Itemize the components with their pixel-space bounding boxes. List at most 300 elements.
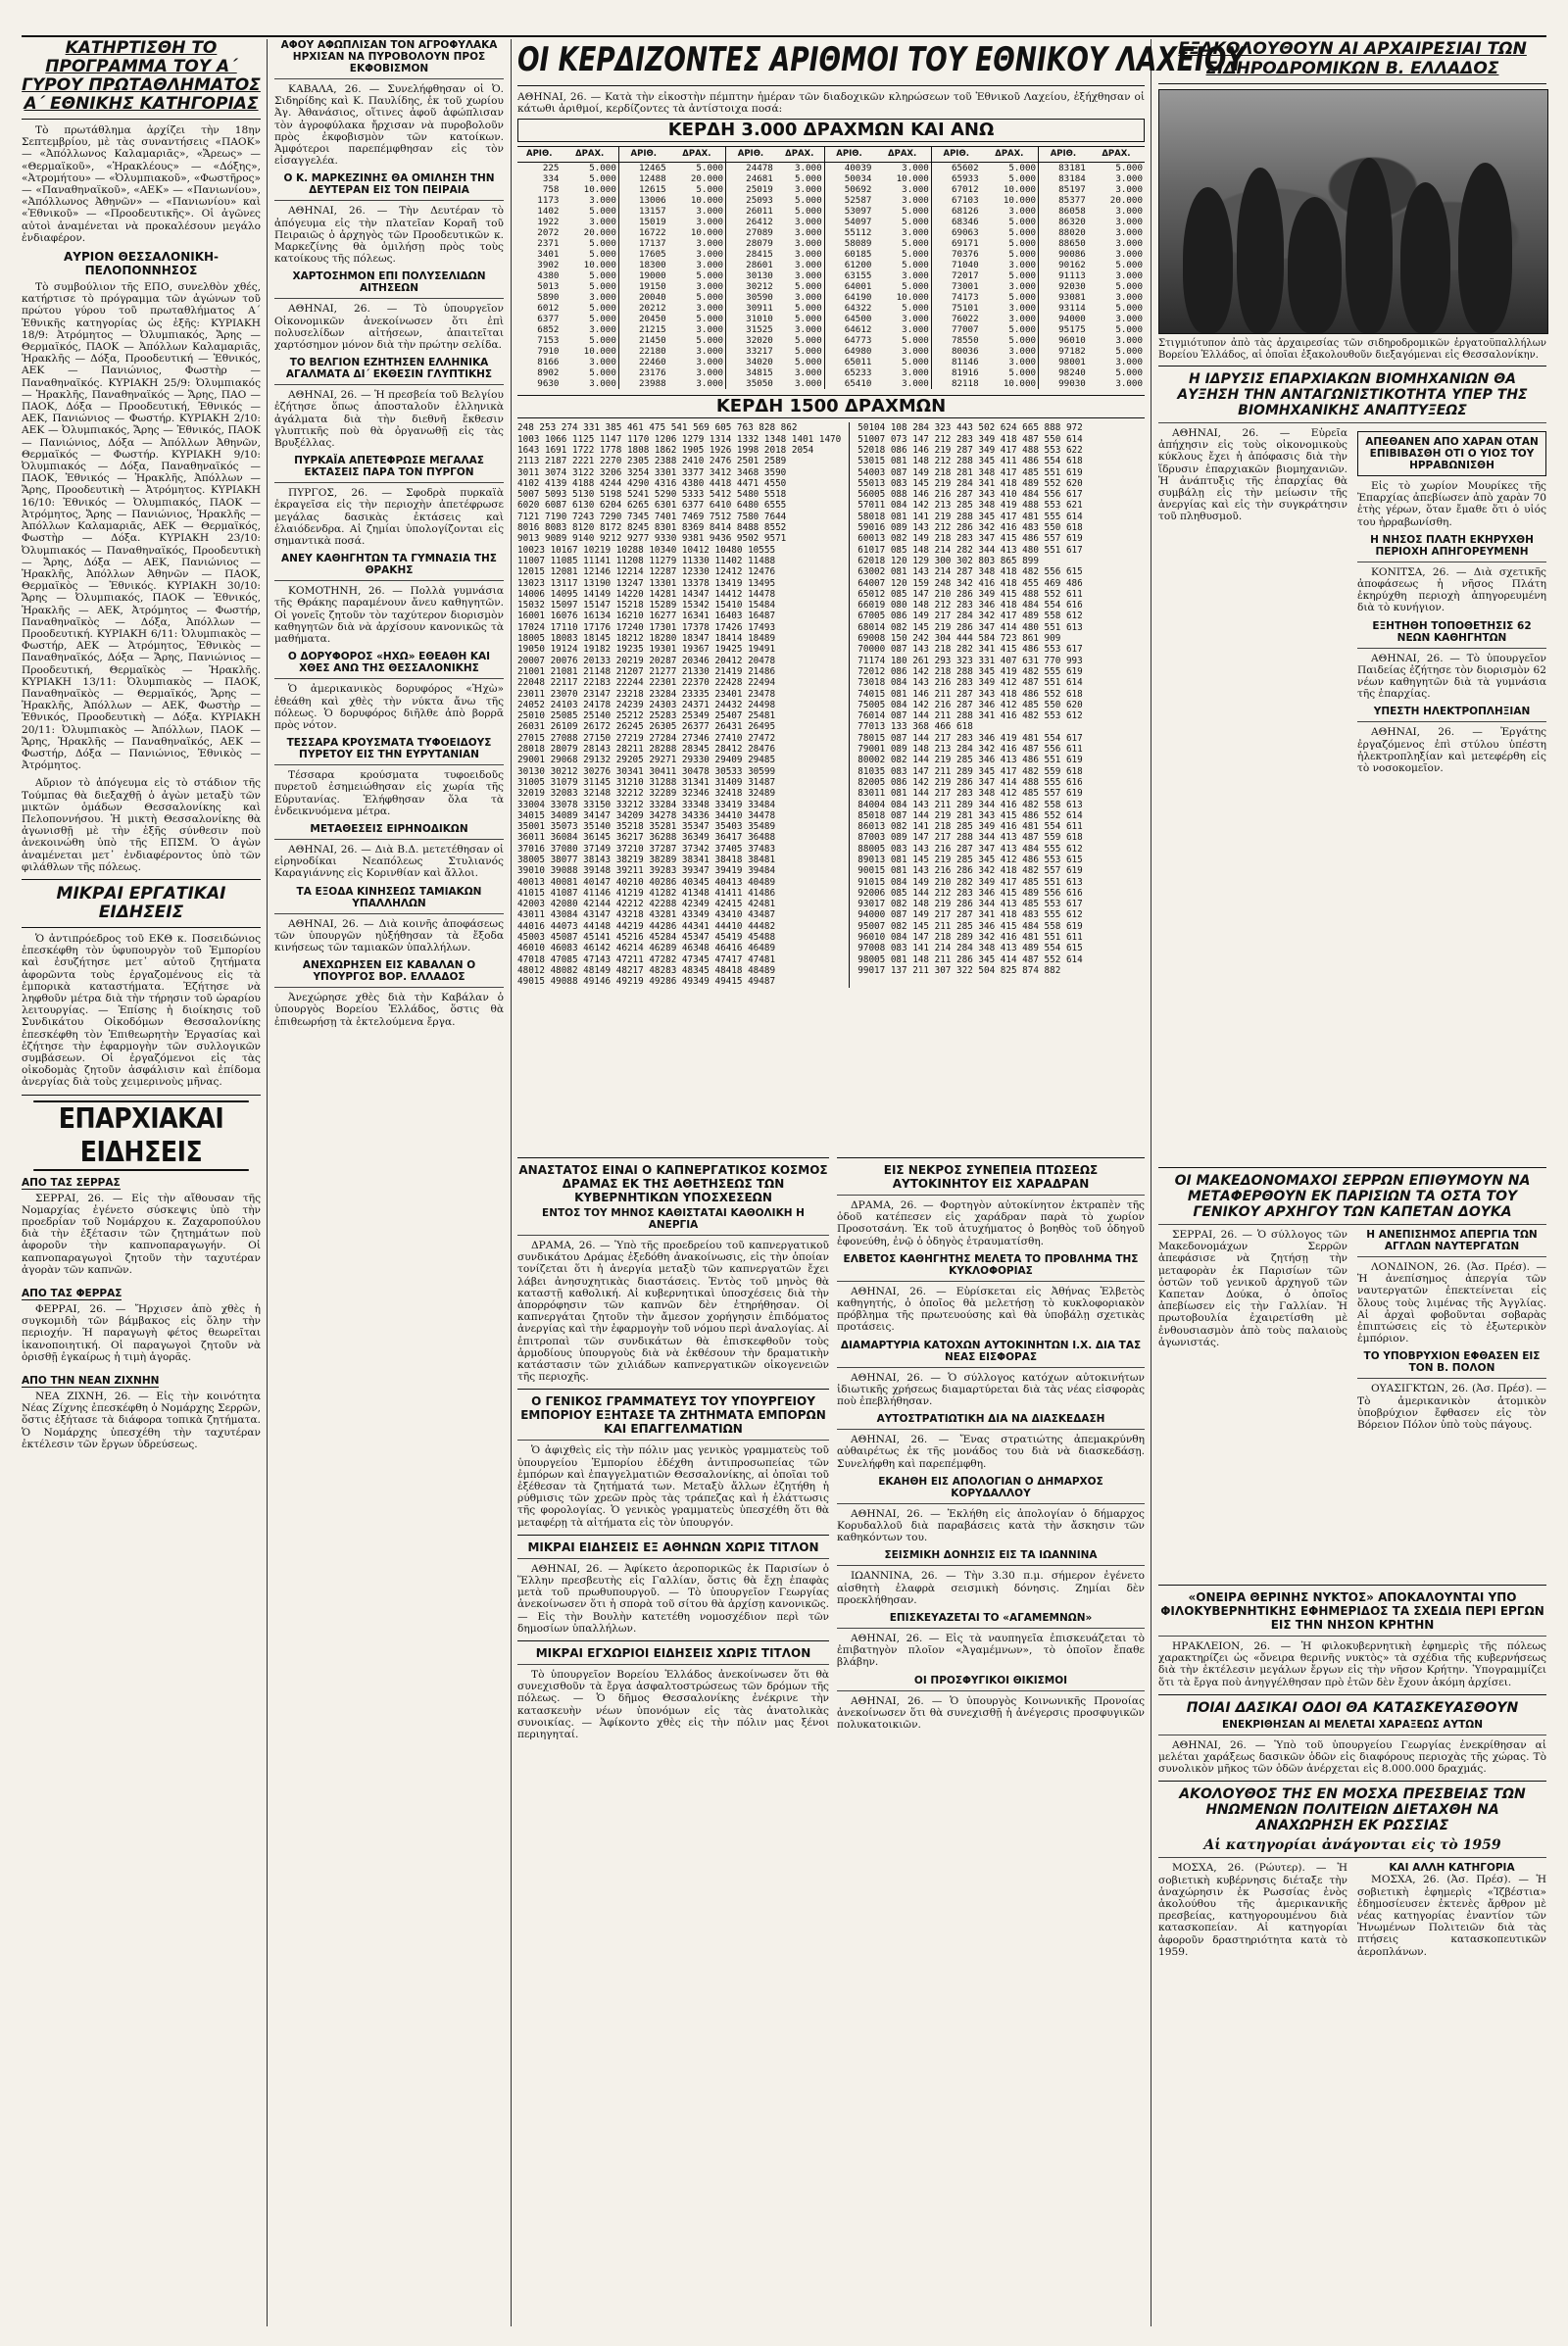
lottery-row [517, 206, 1145, 217]
lottery-number-line: 18005 18083 18145 18212 18280 18347 18414 18489 [517, 633, 776, 645]
column-news-briefs [274, 39, 504, 2326]
lottery-number-line: 66019 080 148 212 283 346 418 484 554 616 [858, 600, 1083, 611]
lottery-amount: 5.000 [589, 249, 616, 261]
lottery-number: 64322 [824, 303, 873, 314]
lottery-header-amount: ΔΡΑΧ. [873, 147, 931, 163]
article-text: ΗΡΑΚΛΕΙΟΝ, 26. — Ἡ φιλοκυβερνητικὴ ἐφημερὶς τῆς πόλεως χαρακτηρίζει ὡς «ὄνειρα θερινῆς νυκτὸς» τὰ σχέδια τῆς κυβερνήσεως διὰ τὴν ἐκτέλεσιν μεγάλων ἔργων εἰς τὴν νῆσον Κρήτην. Ὑπογραμμίζει ὅτι τὰ ἔργα ποὺ ἀνηγγέλθησαν πρὸ ἐτῶν δὲν ἔχουν ἀκόμη ἀρχίσει. [1158, 1640, 1546, 1688]
lottery-amount: 3.000 [696, 346, 724, 358]
lottery-amount: 10.000 [1003, 378, 1037, 390]
lottery-number: 24681 [726, 173, 775, 184]
lottery-number: 20450 [618, 314, 667, 324]
lottery-number: 67103 [931, 195, 980, 206]
lottery-number: 65011 [824, 357, 873, 367]
lottery-number: 6377 [537, 314, 560, 325]
lottery-number: 70376 [931, 249, 980, 260]
lottery-number-line: 75005 084 142 216 287 346 412 485 550 620 [858, 699, 1083, 710]
lottery-number-line: 93017 082 148 219 286 344 413 485 553 617 [858, 899, 1083, 910]
lottery-amount: 3.000 [794, 260, 822, 271]
lottery-number-line: 38005 38077 38143 38219 38289 38341 38418 38481 [517, 854, 776, 865]
lottery-amount: 3.000 [696, 357, 724, 368]
lottery-amount: 5.000 [794, 314, 822, 325]
lottery-number-line: 44016 44073 44148 44219 44286 44341 44410 44482 [517, 920, 776, 932]
headline-thrace-schools: ΑΝΕΥ ΚΑΘΗΓΗΤΩΝ ΤΑ ΓΥΜΝΑΣΙΑ ΤΗΣ ΘΡΑΚΗΣ [281, 553, 497, 577]
lottery-number: 97182 [1039, 346, 1088, 357]
lottery-number: 65233 [824, 367, 873, 378]
lottery-amount: 3.000 [696, 378, 724, 390]
lottery-number: 55112 [824, 227, 873, 238]
headline-treasury-expenses: ΤΑ ΕΞΟΔΑ ΚΙΝΗΣΕΩΣ ΤΑΜΙΑΚΩΝ ΥΠΑΛΛΗΛΩΝ [296, 885, 482, 909]
lottery-number: 3902 [537, 260, 560, 271]
lottery-number: 83181 [1039, 163, 1088, 174]
lottery-number: 13157 [618, 206, 667, 217]
lottery-number: 19000 [618, 270, 667, 281]
lottery-number: 21215 [618, 324, 667, 335]
lottery-amount: 20.000 [1109, 195, 1143, 207]
article-text: ΜΟΣΧΑ, 26. (Ρώυτερ). — Ἡ σοβιετικὴ κυβέρνησις διέταξε τὴν ἀναχώρησιν ἐκ Ρωσσίας ἑνὸς ἀκολούθου τῆς ἀμερικανικῆς πρεσβείας, κατηγορουμένου διὰ κατασκοπείαν. Αἱ κατηγορίαι ἀφοροῦν δραστηριότητα κατὰ τὸ 1959. [1158, 1862, 1348, 1958]
article-text: Τὸ πρωτάθλημα ἀρχίζει τὴν 18ην Σεπτεμβρίου, μὲ τὰς συναντήσεις «ΠΑΟΚ» — «Ἀπόλλωνος Καλαμαριᾶς», «Ἄρεως» — «Θερμαϊκοῦ», «Ἡρακλέους» — «Δόξης», «Ἀτρομήτου» — «Ὀλυμπιακοῦ», «Φωστῆρος» — «Παναθηναϊκοῦ», «ΑΕΚ» — «Πανιωνίου», «Ἀπόλλωνος Ἀθηνῶν» — «Πανιωνίου» καὶ «Ἐθνικοῦ» — «Προοδευτικῆς». Οἱ ἀγῶνες αὐτοὶ ἀναμένεται νὰ προκαλέσουν μεγάλο ἐνδιαφέρον. [22, 124, 261, 244]
lottery-number: 90086 [1039, 249, 1088, 260]
article-text: Αὔριον τὸ ἀπόγευμα εἰς τὸ στάδιον τῆς Τούμπας θὰ διεξαχθῇ ὁ ἀγὼν μεταξὺ τῶν μικτῶν ὁμάδων Θεσσαλονίκης καὶ Πελοποννήσου. Ἡ μικτὴ Θεσσαλονίκης θὰ ἀγωνισθῇ μὲ τὴν ἑξῆς σύνθεσιν ποὺ ἀνεκοινώθη ὑπὸ τῆς ΕΠΣΜ. Ὁ ἀγὼν ἀναμένεται μετ᾽ ἐνδιαφέροντος ὑπὸ τῶν φιλάθλων τῆς πόλεως. [22, 777, 261, 873]
lottery-amount: 5.000 [794, 206, 822, 218]
lottery-number: 21450 [618, 335, 667, 346]
headline-echo-satellite: Ο ΔΟΡΥΦΟΡΟΣ «ΗΧΩ» ΕΘΕΑΘΗ ΚΑΙ ΧΘΕΣ ΑΝΩ ΤΗΣ ΘΕΣΣΑΛΟΝΙΚΗΣ [287, 651, 491, 675]
lottery-number: 99030 [1039, 378, 1088, 389]
headline-forest-roads: ΠΟΙΑΙ ΔΑΣΙΚΑΙ ΟΔΟΙ ΘΑ ΚΑΤΑΣΚΕΥΑΣΘΟΥΝ [1186, 1699, 1519, 1716]
lottery-number-line: 12015 12081 12146 12214 12287 12330 12412 12476 [517, 566, 776, 578]
lottery-number-line: 77013 133 368 466 618 [858, 721, 973, 733]
lottery-amount: 3.000 [794, 378, 822, 390]
lottery-number: 32020 [726, 335, 775, 346]
lottery-number-line: 45003 45087 45141 45216 45284 45347 45419 45488 [517, 932, 776, 944]
headline-submarine-north-pole: ΤΟ ΥΠΟΒΡΥΧΙΟΝ ΕΦΘΑΣΕΝ ΕΙΣ ΤΟΝ Β. ΠΟΛΟΝ [1363, 1350, 1541, 1375]
headline-earthquake-ioannina: ΣΕΙΣΜΙΚΗ ΔΟΝΗΣΙΣ ΕΙΣ ΤΑ ΙΩΑΝΝΙΝΑ [884, 1549, 1098, 1562]
headline-car-owners-protest: ΔΙΑΜΑΡΤΥΡΙΑ ΚΑΤΟΧΩΝ ΑΥΤΟΚΙΝΗΤΩΝ Ι.Χ. ΔΙΑ ΤΑΣ ΝΕΑΣ ΕΙΣΦΟΡΑΣ [840, 1339, 1142, 1363]
lottery-row [517, 173, 1145, 184]
lottery-header-number: ΑΡΙΘ. [726, 147, 775, 163]
lottery-number-line: 4102 4139 4188 4244 4290 4316 4380 4418 4471 4550 [517, 477, 787, 489]
column-short-news [837, 1152, 1145, 2326]
lottery-header-number: ΑΡΙΘ. [1039, 147, 1088, 163]
article-text: ΚΟΝΙΤΣΑ, 26. — Διὰ σχετικῆς ἀποφάσεως ἡ νῆσος Πλάτη ἐκηρύχθη περιοχὴ ἀπηγορευμένη διὰ τὸ κυνήγιον. [1357, 565, 1546, 614]
lottery-number-line: 88005 083 143 216 287 347 413 484 555 612 [858, 843, 1083, 855]
lottery-number: 1173 [537, 195, 560, 207]
lottery-amount: 3.000 [1115, 238, 1143, 250]
lottery-number-line: 78015 087 144 217 283 346 419 481 554 617 [858, 732, 1083, 744]
lottery-number: 74173 [931, 292, 980, 303]
lottery-number-line: 72012 086 142 218 288 345 419 482 555 619 [858, 665, 1083, 677]
headline-agamemnon: ΕΠΙΣΚΕΥΑΖΕΤΑΙ ΤΟ «ΑΓΑΜΕΜΝΩΝ» [889, 1612, 1093, 1625]
lottery-number: 91113 [1039, 270, 1088, 281]
lottery-amount: 3.000 [589, 357, 616, 368]
lottery-amount: 3.000 [794, 163, 822, 174]
lottery-number-line: 36011 36084 36145 36217 36288 36349 36417 36488 [517, 832, 776, 844]
article-text: ΔΡΑΜΑ, 26. — Ὑπὸ τῆς προεδρείου τοῦ καπνεργατικοῦ συνδικάτου Δράμας ἐξεδόθη ἀνακοίνωσις, εἰς τὴν ὁποίαν τονίζεται ὅτι ἡ ἀνεργία μεταξὺ τῶν καπνεργατῶν ἔχει λάβει ἀνησυχητικὰς διαστάσεις. Ἐντὸς τοῦ μηνὸς θὰ καταστῇ καθολική. Αἱ κυβερνητικαὶ ὑποσχέσεις διὰ τὴν ἀπορρόφησιν τῶν καπνῶν δὲν ἐτηρήθησαν. Οἱ καπνεργάται ζητοῦν τὴν ἄμεσον χορήγησιν ἐπιδόματος ἀνεργίας καὶ τὴν ἐφαρμογὴν τοῦ νόμου περὶ ἀναλογίας. Αἱ ἐπιτροπαὶ τῶν συνδικάτων θὰ ἐπισκεφθοῦν τοὺς ἁρμοδίους ὑπουργοὺς διὰ νὰ ἐκθέσουν τὴν δραματικὴν κατάστασιν τῶν χιλιάδων καπνεργατικῶν οἰκογενειῶν τῆς περιοχῆς. [517, 1240, 829, 1384]
headline-car-crash: ΕΙΣ ΝΕΚΡΟΣ ΣΥΝΕΠΕΙΑ ΠΤΩΣΕΩΣ ΑΥΤΟΚΙΝΗΤΟΥ ΕΙΣ ΧΑΡΑΔΡΑΝ [883, 1163, 1099, 1191]
lottery-amount: 5.000 [794, 281, 822, 293]
lottery-amount: 3.000 [589, 378, 616, 390]
subheadline-forest-roads: ΕΝΕΚΡΙΘΗΣΑΝ ΑΙ ΜΕΛΕΤΑΙ ΧΑΡΑΞΕΩΣ ΑΥΤΩΝ [1222, 1718, 1483, 1731]
lottery-amount: 5.000 [696, 314, 724, 325]
lottery-number-line: 98005 081 148 211 286 345 414 487 552 614 [858, 953, 1083, 965]
lottery-amount: 5.000 [589, 163, 616, 174]
lottery-number: 81146 [931, 357, 980, 367]
lottery-number-line: 15032 15097 15147 15218 15289 15342 15410 15484 [517, 600, 776, 611]
lottery-number-line: 60013 082 149 218 283 347 415 486 557 619 [858, 533, 1083, 545]
lottery-number: 75101 [931, 303, 980, 314]
lottery-number-line: 54003 087 149 218 281 348 417 485 551 619 [858, 466, 1083, 478]
lottery-amount: 3.000 [902, 195, 929, 207]
article-text: ΑΘΗΝΑΙ, 26. — Τὸ ὑπουργεῖον Παιδείας ἐζήτησε τὸν διορισμὸν 62 νέων καθηγητῶν διὰ τὰ γυμνάσια τῆς ἐπαρχίας. [1357, 652, 1546, 701]
lottery-number-line: 68014 082 145 219 286 347 414 480 551 613 [858, 621, 1083, 633]
lottery-number-line: 67005 086 149 217 284 342 417 489 558 612 [858, 611, 1083, 622]
lottery-amount: 10.000 [583, 184, 616, 196]
headline-judges-transfers: ΜΕΤΑΘΕΣΕΙΣ ΕΙΡΗΝΟΔΙΚΩΝ [310, 822, 468, 835]
headline-minister-kavala: ΑΝΕΧΩΡΗΣΕΝ ΕΙΣ ΚΑΒΑΛΑΝ Ο ΥΠΟΥΡΓΟΣ ΒΟΡ. ΕΛΛΑΔΟΣ [302, 959, 476, 984]
lottery-amount: 5.000 [902, 238, 929, 250]
headline-macedonian-fighters: ΟΙ ΜΑΚΕΔΟΝΟΜΑΧΟΙ ΣΕΡΡΩΝ ΕΠΙΘΥΜΟΥΝ ΝΑ ΜΕΤΑΦΕΡΘΟΥΝ ΕΚ ΠΑΡΙΣΙΩΝ ΤΑ ΟΣΤΑ ΤΟΥ ΓΕΝΙΚΟΥ ΑΡΧΗΓΟΥ ΤΩΝ ΚΑΠΕΤΑΝ ΔΟΥΚΑ [1174, 1173, 1531, 1220]
lottery-number: 19150 [618, 281, 667, 292]
lottery-amount: 5.000 [696, 292, 724, 304]
lottery-number: 65410 [824, 378, 873, 389]
lottery-row [517, 260, 1145, 270]
lottery-amount: 5.000 [1115, 281, 1143, 293]
lottery-amount: 5.000 [902, 357, 929, 368]
lottery-row [517, 281, 1145, 292]
lottery-amount: 3.000 [902, 163, 929, 174]
lottery-amount: 3.000 [589, 292, 616, 304]
lottery-amount: 5.000 [1115, 303, 1143, 315]
lottery-amount: 5.000 [794, 173, 822, 185]
lottery-number: 54097 [824, 217, 873, 227]
lottery-number: 85197 [1039, 184, 1088, 195]
lottery-header-amount: ΔΡΑΧ. [981, 147, 1039, 163]
lottery-number: 98001 [1039, 357, 1088, 367]
lottery-number: 6012 [537, 303, 560, 315]
lottery-number-line: 84004 084 143 211 289 344 416 482 558 613 [858, 799, 1083, 810]
article-text: ΑΘΗΝΑΙ, 26. — Ἀφίκετο ἀεροπορικῶς ἐκ Παρισίων ὁ Ἕλλην πρεσβευτὴς εἰς Γαλλίαν, ὅστις θὰ ἔχῃ ἐπαφὰς μετὰ τοῦ πρωθυπουργοῦ. — Τὸ ὑπουργεῖον Γεωργίας ἀνεκοίνωσεν ὅτι ἡ σπορὰ τοῦ σίτου θὰ ἀρχίσῃ κανονικῶς. — Εἰς τὴν Βουλὴν κατετέθη νομοσχέδιον περὶ τῶν δημοσίων ὑπαλλήλων. [517, 1562, 829, 1635]
lottery-number-line: 5007 5093 5130 5198 5241 5290 5333 5412 5480 5518 [517, 489, 787, 501]
lottery-row [517, 238, 1145, 249]
article-text: ΚΑΒΑΛΑ, 26. — Συνελήφθησαν οἱ Ὀ. Σιδηρίδης καὶ Κ. Παυλίδης, ἐκ τοῦ χωρίου Ἀγ. Ἀθανάσιος, οἵτινες ἀφοῦ ἀφώπλισαν τὸν ἀγροφύλακα ἤρχισαν νὰ πυροβολοῦν πρὸς ἐκφοβισμὸν τῶν κατοίκων. Ἀμφότεροι παρεπέμφθησαν εἰς τὸν εἰσαγγελέα. [274, 83, 504, 168]
lottery-number: 28415 [726, 249, 775, 260]
article-text: ΜΟΣΧΑ, 26. (Ἀσ. Πρέσ). — Ἡ σοβιετικὴ ἐφημερὶς «Ἰζβέστια» ἐδημοσίευσεν ἐκτενὲς ἄρθρον μὲ νέας κατηγορίας ἐναντίον τῶν Ἡνωμένων Πολιτειῶν διὰ τὰς πτήσεις κατασκοπευτικῶν ἀεροπλάνων. [1357, 1874, 1546, 1958]
lottery-number: 85377 [1039, 195, 1088, 206]
lottery-number: 88650 [1039, 238, 1088, 249]
article-text: ΔΡΑΜΑ, 26. — Φορτηγὸν αὐτοκίνητον ἐκτραπὲν τῆς ὁδοῦ κατέπεσεν εἰς χαράδραν παρὰ τὸ χωρίον Προσοτσάνη. Ἐκ τοῦ ἀτυχήματος ὁ βοηθὸς τοῦ ὁδηγοῦ ἐφονεύθη, ἐνῷ ὁ ὁδηγὸς ἐτραυματίσθη. [837, 1199, 1145, 1247]
lottery-number-line: 20007 20076 20133 20219 20287 20346 20412 20478 [517, 655, 776, 666]
lottery-number: 20040 [618, 292, 667, 303]
lottery-number: 334 [542, 173, 560, 185]
lottery-band-1500: ΚΕΡΔΗ 1500 ΔΡΑΧΜΩΝ [517, 395, 1145, 418]
lottery-header-amount: ΔΡΑΧ. [561, 147, 618, 163]
article-text: ΙΩΑΝΝΙΝΑ, 26. — Τὴν 3.30 π.μ. σήμερον ἐγένετο αἰσθητὴ ἐλαφρὰ σεισμικὴ δόνησις. Ζημίαι δὲν προεκλήθησαν. [837, 1570, 1145, 1606]
lottery-header-number: ΑΡΙΘ. [824, 147, 873, 163]
lottery-amount: 3.000 [1008, 357, 1037, 368]
lottery-amount: 5.000 [1008, 217, 1037, 228]
lottery-number: 31525 [726, 324, 775, 335]
lottery-row [517, 378, 1145, 389]
lottery-amount: 3.000 [794, 217, 822, 228]
lottery-amount: 5.000 [1115, 324, 1143, 336]
lottery-amount: 3.000 [696, 324, 724, 336]
lottery-row [517, 303, 1145, 314]
lottery-number-line: 58018 081 141 219 288 345 417 481 555 614 [858, 511, 1083, 522]
lottery-number: 28079 [726, 238, 775, 249]
article-text: ΣΕΡΡΑΙ, 26. — Εἰς τὴν αἴθουσαν τῆς Νομαρχίας ἐγένετο σύσκεψις ὑπὸ τὴν προεδρίαν τοῦ Νομάρχου κ. Ζαχαροπούλου διὰ τὴν ἐξέτασιν τῶν ζητημάτων ποὺ ἀφοροῦν τὴν καπνοπαραγωγήν. Οἱ καπνοπαραγωγοὶ ζητοῦν τὴν ταχυτέραν ἀγορὰν τῶν καπνῶν. [22, 1192, 261, 1276]
article-text: ΑΘΗΝΑΙ, 26. — Ἔνας στρατιώτης ἀπεμακρύνθη αὐθαιρέτως ἐκ τῆς μονάδος του διὰ νὰ διασκεδάσῃ. Συνελήφθη καὶ παρεπέμφθη. [837, 1434, 1145, 1470]
lottery-amount: 3.000 [794, 324, 822, 336]
lottery-number: 3401 [537, 249, 560, 261]
column-right-mid [1158, 1162, 1546, 1574]
section-title-provincial-news: ΕΠΑΡΧΙΑΚΑΙ ΕΙΔΗΣΕΙΣ [33, 1100, 249, 1171]
article-text: ΑΘΗΝΑΙ, 26. — Διὰ Β.Δ. μετετέθησαν οἱ εἰρηνοδίκαι Νεαπόλεως Στυλιανός Καραγιάννης εἰς Κορινθίαν καὶ ἄλλοι. [274, 843, 504, 880]
lottery-amount: 3.000 [794, 238, 822, 250]
lottery-amount: 3.000 [1115, 173, 1143, 185]
lottery-number: 17137 [618, 238, 667, 249]
lottery-header-amount: ΔΡΑΧ. [1088, 147, 1145, 163]
lottery-number-line: 29001 29068 29132 29205 29271 29330 29409 29485 [517, 755, 776, 766]
lottery-number-line: 90015 081 143 216 286 342 418 482 557 619 [858, 865, 1083, 877]
lottery-number: 1402 [537, 206, 560, 218]
lottery-number: 94000 [1039, 314, 1088, 324]
lottery-amount: 3.000 [696, 367, 724, 379]
lottery-number: 81916 [931, 367, 980, 378]
lottery-amount: 5.000 [1115, 260, 1143, 271]
headline-belgium-statues: ΤΟ ΒΕΛΓΙΟΝ ΕΖΗΤΗΣΕΝ ΕΛΛΗΝΙΚΑ ΑΓΑΛΜΑΤΑ ΔΙ΄ ΕΚΘΕΣΙΝ ΓΛΥΠΤΙΚΗΣ [285, 357, 493, 381]
lottery-number: 65602 [931, 163, 980, 174]
lottery-number: 64001 [824, 281, 873, 292]
lottery-number: 30212 [726, 281, 775, 292]
lottery-number: 98240 [1039, 367, 1088, 378]
lottery-number: 88020 [1039, 227, 1088, 238]
lottery-amount: 20.000 [583, 227, 616, 239]
lottery-amount: 5.000 [1008, 173, 1037, 185]
headline-swiss-professor: ΕΛΒΕΤΟΣ ΚΑΘΗΓΗΤΗΣ ΜΕΛΕΤΑ ΤΟ ΠΡΟΒΛΗΜΑ ΤΗΣ ΚΥΚΛΟΦΟΡΙΑΣ [843, 1252, 1139, 1277]
lottery-number-line: 248 253 274 331 385 461 475 541 569 605 763 828 862 [517, 422, 798, 434]
lottery-number-line: 17024 17110 17176 17240 17301 17378 17426 17493 [517, 621, 776, 633]
lottery-number-line: 57011 084 142 213 285 348 419 488 553 621 [858, 500, 1083, 512]
lottery-amount: 3.000 [1115, 357, 1143, 368]
lottery-amount: 3.000 [902, 184, 929, 196]
lottery-number: 2371 [537, 238, 560, 250]
lottery-row [517, 357, 1145, 367]
lottery-number-line: 80002 082 144 219 285 346 413 486 551 619 [858, 755, 1083, 766]
headline-championship: ΚΑΤΗΡΤΙΣΘΗ ΤΟ ΠΡΟΓΡΑΜΜΑ ΤΟΥ Α΄ ΓΥΡΟΥ ΠΡΩΤΑΘΛΗΜΑΤΟΣ Α΄ ΕΘΝΙΚΗΣ ΚΑΤΗΓΟΡΙΑΣ [22, 38, 261, 114]
lottery-amount: 5.000 [1008, 335, 1037, 347]
lottery-number: 34020 [726, 357, 775, 367]
lottery-number-line: 37016 37080 37149 37210 37287 37342 37405 37483 [517, 843, 776, 855]
article-text: Τὸ ὑπουργεῖον Βορείου Ἑλλάδος ἀνεκοίνωσεν ὅτι θὰ συνεχισθοῦν τὰ ἔργα ἀσφαλτοστρώσεως τῶν δρόμων τῆς πόλεως. — Ὁ δῆμος Θεσσαλονίκης ἐνέκρινε τὴν κατασκευὴν νέων ὑπονόμων εἰς τὰς ἀνατολικὰς συνοικίας. — Ἀφίκοντο χθὲς εἰς τὴν πόλιν μας ξένοι περιηγηταί. [517, 1669, 829, 1741]
lottery-number-line: 64007 120 159 248 342 416 418 455 469 486 [858, 577, 1083, 589]
headline-provincial-industries: Η ΙΔΡΥΣΙΣ ΕΠΑΡΧΙΑΚΩΝ ΒΙΟΜΗΧΑΝΙΩΝ ΘΑ ΑΥΞΗΣΗ ΤΗΝ ΑΝΤΑΓΩΝΙΣΤΙΚΟΤΗΤΑ ΥΠΕΡ ΤΗΣ ΒΙΟΜΗΧΑΝΙΚΗΣ ΑΝΑΠΤΥΞΕΩΣ [1177, 371, 1528, 418]
lottery-amount: 3.000 [1115, 378, 1143, 390]
lottery-number: 8902 [537, 367, 560, 379]
lottery-number: 64773 [824, 335, 873, 346]
lottery-number-line: 33004 33078 33150 33212 33284 33348 33419 33484 [517, 799, 776, 810]
lottery-amount: 3.000 [1115, 270, 1143, 282]
lottery-number-line: 71174 180 261 293 323 331 407 631 770 993 [858, 655, 1083, 666]
lottery-amount: 5.000 [902, 217, 929, 228]
subheadline-1959: Αἱ κατηγορίαι ἀνάγονται εἰς τὸ 1959 [1203, 1837, 1501, 1854]
lottery-row [517, 249, 1145, 260]
lottery-number: 90162 [1039, 260, 1088, 270]
lottery-numbers-right [858, 422, 1145, 987]
headline-railway-elections: ΕΞΑΚΟΛΟΥΘΟΥΝ ΑΙ ΑΡΧΑΙΡΕΣΙΑΙ ΤΩΝ ΣΙΔΗΡΟΔΡΟΜΙΚΩΝ Β. ΕΛΛΑΔΟΣ [1178, 39, 1527, 78]
lottery-header-number: ΑΡΙΘ. [931, 147, 980, 163]
headline-moscow-attache: ΑΚΟΛΟΥΘΟΣ ΤΗΣ ΕΝ ΜΟΣΧΑ ΠΡΕΣΒΕΙΑΣ ΤΩΝ ΗΝΩΜΕΝΩΝ ΠΟΛΙΤΕΙΩΝ ΔΙΕΤΑΧΘΗ ΝΑ ΑΝΑΧΩΡΗΣΗ ΕΚ ΡΩΣΣΙΑΣ [1179, 1786, 1526, 1834]
subhead-nea-zichni: ΑΠΟ ΤΗΝ ΝΕΑΝ ΖΙΧΝΗΝ [22, 1375, 160, 1388]
lottery-amount: 3.000 [589, 217, 616, 228]
column-sports [22, 39, 261, 2326]
article-text: ΑΘΗΝΑΙ, 26. — Εἰς τὰ ναυπηγεῖα ἐπισκευάζεται τὸ ἐπιβατηγὸν πλοῖον «Ἀγαμέμνων», τὸ ὁποῖον ἔπαθε βλάβην. [837, 1633, 1145, 1669]
lottery-number: 26412 [726, 217, 775, 227]
lottery-amount: 5.000 [696, 184, 724, 196]
lottery-number: 13006 [618, 195, 667, 206]
lottery-amount: 5.000 [696, 270, 724, 282]
lottery-number: 69171 [931, 238, 980, 249]
lottery-number-line: 51007 073 147 212 283 349 418 487 550 614 [858, 433, 1083, 445]
lottery-number-line: 92006 085 144 212 283 346 415 489 556 616 [858, 887, 1083, 899]
top-rule [22, 35, 1546, 37]
lottery-amount: 5.000 [589, 270, 616, 282]
lottery-amount: 3.000 [902, 227, 929, 239]
lottery-number: 83184 [1039, 173, 1088, 184]
lottery-number: 25019 [726, 184, 775, 195]
lottery-amount: 5.000 [1115, 163, 1143, 174]
lottery-amount: 5.000 [589, 238, 616, 250]
lottery-amount: 3.000 [794, 367, 822, 379]
lottery-number: 67012 [931, 184, 980, 195]
lottery-number: 30911 [726, 303, 775, 314]
subhead-another-accusation: ΚΑΙ ΑΛΛΗ ΚΑΤΗΓΟΡΙΑ [1389, 1862, 1515, 1875]
lottery-number-line: 85018 087 144 219 281 343 415 486 552 614 [858, 809, 1083, 821]
headline-lottery: ΟΙ ΚΕΡΔΙΖΟΝΤΕΣ ΑΡΙΘΜΟΙ ΤΟΥ ΕΘΝΙΚΟΥ ΛΑΧΕΙΟΥ [517, 40, 1246, 79]
lottery-number-line: 1003 1066 1125 1147 1170 1206 1279 1314 1332 1348 1401 1470 [517, 433, 842, 445]
lottery-amount: 3.000 [696, 206, 724, 218]
lottery-amount: 5.000 [1008, 249, 1037, 261]
headline-thessaloniki-peloponnese: ΑΥΡΙΟΝ ΘΕΣΣΑΛΟΝΙΚΗ-ΠΕΛΟΠΟΝΝΗΣΟΣ [63, 250, 220, 278]
article-text: ΑΘΗΝΑΙ, 26. — Ἐκλήθη εἰς ἀπολογίαν ὁ δήμαρχος Κορυδαλλοῦ διὰ παραβάσεις κατὰ τὴν ἄσκησιν τῶν καθηκόντων του. [837, 1507, 1145, 1544]
headline-new-teachers: ΕΞΗΤΗΘΗ ΤΟΠΟΘΕΤΗΣΙΣ 62 ΝΕΩΝ ΚΑΘΗΓΗΤΩΝ [1372, 619, 1532, 644]
lottery-row [517, 195, 1145, 206]
article-text: ΣΕΡΡΑΙ, 26. — Ὁ σύλλογος τῶν Μακεδονομάχων Σερρῶν ἀπεφάσισε νὰ ζητήσῃ τὴν μεταφορὰν ἐκ Παρισίων τῶν ὀστῶν τοῦ γενικοῦ ἀρχηγοῦ τῶν Καπεταν Δούκα, ὁ ὁποῖος ἀπεβίωσεν εἰς τὴν Γαλλίαν. Ἡ πρωτοβουλία ἐχαιρετίσθη μὲ ἐνθουσιασμὸν ἀπὸ τοὺς παλαιοὺς ἀγωνιστάς. [1158, 1229, 1348, 1348]
article-text: Εἰς τὸ χωρίον Μουρίκες τῆς Ἐπαρχίας ἀπεβίωσεν ἀπὸ χαρὰν 70 ἐτὴς γέρων, ὅταν ἔμαθε ὅτι ὁ υἱός του ἠρραβωνίσθη. [1357, 480, 1546, 528]
article-text: ΑΘΗΝΑΙ, 26. — Τὸ ὑπουργεῖον Οἰκονομικῶν ἀνεκοίνωσεν ὅτι ἐπὶ πολυσελίδων αἰτήσεων, ἀπαιτεῖται χαρτόσημον μόνον διὰ τὴν πρώτην σελίδα. [274, 303, 504, 352]
headline-electrocution: ΥΠΕΣΤΗ ΗΛΕΚΤΡΟΠΛΗΞΙΑΝ [1373, 706, 1531, 718]
lottery-number-line: 7121 7190 7243 7290 7345 7401 7469 7512 7580 7644 [517, 511, 787, 522]
headline-pyrgos-fire: ΠΥΡΚΑΪΑ ΑΠΕΤΕΦΡΩΣΕ ΜΕΓΑΛΑΣ ΕΚΤΑΣΕΙΣ ΠΑΡΑ ΤΟΝ ΠΥΡΓΟΝ [294, 455, 484, 479]
lottery-number: 5013 [537, 281, 560, 293]
lottery-amount: 5.000 [589, 206, 616, 218]
lottery-amount: 3.000 [902, 367, 929, 379]
column-divider [511, 39, 512, 2326]
lottery-amount: 3.000 [1008, 314, 1037, 325]
lottery-amount: 5.000 [1008, 163, 1037, 174]
lottery-number-line: 91015 084 149 210 282 349 417 485 551 613 [858, 876, 1083, 888]
lottery-number-line: 19050 19124 19182 19235 19301 19367 19425 19491 [517, 644, 776, 656]
article-text: Τέσσαρα κρούσματα τυφοειδοῦς πυρετοῦ ἐσημειώθησαν εἰς χωρία τῆς Εὐρυτανίας. Ἐλήφθησαν ὅλα τὰ ἐνδεικνυόμενα μέτρα. [274, 769, 504, 817]
lottery-number-line: 13023 13117 13190 13247 13301 13378 13419 13495 [517, 577, 776, 589]
lottery-number: 86058 [1039, 206, 1088, 217]
lottery-number: 95175 [1039, 324, 1088, 335]
lottery-number: 92030 [1039, 281, 1088, 292]
lottery-number: 28601 [726, 260, 775, 270]
lottery-number-line: 46010 46083 46142 46214 46289 46348 46416 46489 [517, 943, 776, 954]
lottery-number: 31010 [726, 314, 775, 324]
lottery-amount: 5.000 [1008, 270, 1037, 282]
headline-markezinis: Ο Κ. ΜΑΡΚΕΖΙΝΗΣ ΘΑ ΟΜΙΛΗΣΗ ΤΗΝ ΔΕΥΤΕΡΑΝ ΕΙΣ ΤΟΝ ΠΕΙΡΑΙΑ [283, 172, 495, 197]
lottery-row [517, 346, 1145, 357]
lottery-number-line: 53015 081 148 212 288 345 411 486 554 618 [858, 456, 1083, 467]
subheadline-unemployment: ΕΝΤΟΣ ΤΟΥ ΜΗΝΟΣ ΚΑΘΙΣΤΑΤΑΙ ΚΑΘΟΛΙΚΗ Η ΑΝΕΡΓΙΑ [542, 1207, 805, 1231]
lottery-number: 65933 [931, 173, 980, 184]
lottery-amount: 5.000 [794, 346, 822, 358]
headline-soldier: ΑΥΤΟΣΤΡΑΤΙΩΤΙΚΗ ΔΙΑ ΝΑ ΔΙΑΣΚΕΔΑΣΗ [876, 1413, 1105, 1426]
lottery-number-line: 24052 24103 24178 24239 24303 24371 24432 24498 [517, 699, 776, 710]
lottery-number: 7910 [537, 346, 560, 358]
lottery-number: 1922 [537, 217, 560, 228]
lottery-number: 225 [542, 163, 560, 174]
photo-caption: Στιγμιότυπον ἀπὸ τὰς ἀρχαιρεσίας τῶν σιδηροδρομικῶν ἐργατοϋπαλλήλων Βορείου Ἑλλάδος, αἱ ὁποῖαι ἐξακολουθοῦν διεξαγόμεναι εἰς Θεσσαλονίκην. [1158, 338, 1546, 361]
lottery-number: 78550 [931, 335, 980, 346]
lottery-number-line: 28018 28079 28143 28211 28288 28345 28412 28476 [517, 744, 776, 756]
lottery-amount: 10.000 [1003, 184, 1037, 196]
article-text: ΝΕΑ ΖΙΧΝΗ, 26. — Εἰς τὴν κοινότητα Νέας Ζίχνης ἐπεσκέφθη ὁ Νομάρχης Σερρῶν, ὅστις ἐξήτασε τὰ διάφορα τοπικὰ ζητήματα. Ὁ Νομάρχης ὑπεσχέθη τὴν ταχυτέραν ἐκτέλεσιν τῶν ἔργων ὑδρεύσεως. [22, 1391, 261, 1450]
lottery-number: 35050 [726, 378, 775, 389]
lottery-number-line: 3011 3074 3122 3206 3254 3301 3377 3412 3468 3590 [517, 466, 787, 478]
lottery-number-line: 22048 22117 22183 22244 22301 22370 22428 22494 [517, 677, 776, 689]
column-divider [1151, 39, 1152, 2326]
lottery-amount: 3.000 [1115, 227, 1143, 239]
lottery-number: 93114 [1039, 303, 1088, 314]
lottery-number: 69063 [931, 227, 980, 238]
lottery-amount: 3.000 [589, 195, 616, 207]
lottery-number-line: 96010 084 147 218 289 342 416 481 551 611 [858, 932, 1083, 944]
lottery-number: 50692 [824, 184, 873, 195]
lottery-amount: 3.000 [1008, 346, 1037, 358]
lottery-number-line: 30130 30212 30276 30341 30411 30478 30533 30599 [517, 765, 776, 777]
lottery-amount: 3.000 [902, 346, 929, 358]
headline-crete-projects: «ΟΝΕΙΡΑ ΘΕΡΙΝΗΣ ΝΥΚΤΟΣ» ΑΠΟΚΑΛΟΥΝΤΑΙ ΥΠΟ ΦΙΛΟΚΥΒΕΡΝΗΤΙΚΗΣ ΕΦΗΜΕΡΙΔΟΣ ΤΑ ΣΧΕΔΙΑ ΠΕΡΙ ΕΡΓΩΝ ΕΙΣ ΤΗΝ ΝΗΣΟΝ ΚΡΗΤΗΝ [1160, 1590, 1544, 1632]
lottery-header-number: ΑΡΙΘ. [517, 147, 561, 163]
lottery-amount: 5.000 [902, 335, 929, 347]
lottery-number-line: 63002 081 143 214 287 348 418 482 556 615 [858, 566, 1083, 578]
article-text: ΑΘΗΝΑΙ, 26. — Ἐργάτης ἐργαζόμενος ἐπὶ στύλου ὑπέστη ἠλεκτροπληξίαν καὶ μετεφέρθη εἰς τὸ νοσοκομεῖον. [1357, 726, 1546, 775]
lottery-amount: 3.000 [794, 292, 822, 304]
lottery-amount: 5.000 [696, 335, 724, 347]
column-right-top [1158, 39, 1546, 1156]
headline-typhoid: ΤΕΣΣΑΡΑ ΚΡΟΥΣΜΑΤΑ ΤΥΦΟΕΙΔΟΥΣ ΠΥΡΕΤΟΥ ΕΙΣ ΤΗΝ ΕΥΡΥΤΑΝΙΑΝ [286, 737, 492, 761]
lottery-amount: 5.000 [589, 173, 616, 185]
lottery-amount: 5.000 [1008, 292, 1037, 304]
lottery-amount: 5.000 [589, 281, 616, 293]
lottery-number: 23176 [618, 367, 667, 378]
lottery-number-line: 95007 082 145 211 285 346 415 484 558 619 [858, 920, 1083, 932]
lottery-number: 8166 [537, 357, 560, 368]
lottery-band-3000: ΚΕΡΔΗ 3.000 ΔΡΑΧΜΩΝ ΚΑΙ ΑΝΩ [517, 119, 1145, 142]
article-text: ΑΘΗΝΑΙ, 26. — Ἡ πρεσβεία τοῦ Βελγίου ἐζήτησε ὅπως ἀποσταλοῦν ἑλληνικὰ ἀγάλματα διὰ τὴν διεθνῆ ἔκθεσιν γλυπτικῆς ποὺ θὰ ὀργανωθῇ εἰς τὰς Βρυξέλλας. [274, 389, 504, 450]
lottery-amount: 3.000 [696, 260, 724, 271]
lottery-number-line: 83011 081 144 217 283 348 412 485 557 619 [858, 788, 1083, 800]
lottery-number-line: 76014 087 144 211 288 341 416 482 553 612 [858, 710, 1083, 722]
lottery-amount: 5.000 [1115, 367, 1143, 379]
article-text: ΑΘΗΝΑΙ, 26. — Ὁ ὑπουργὸς Κοινωνικῆς Προνοίας ἀνεκοίνωσεν ὅτι θὰ συνεχισθῇ ἡ ἀνέγερσις προσφυγικῶν πολυκατοικιῶν. [837, 1694, 1145, 1732]
lottery-number: 6852 [537, 324, 560, 336]
lottery-amount: 10.000 [583, 346, 616, 358]
lottery-number-line: 99017 137 211 307 322 504 825 874 882 [858, 964, 1061, 976]
lottery-amount: 5.000 [1008, 324, 1037, 336]
lottery-number-line: 55013 083 145 219 284 341 418 489 552 620 [858, 477, 1083, 489]
